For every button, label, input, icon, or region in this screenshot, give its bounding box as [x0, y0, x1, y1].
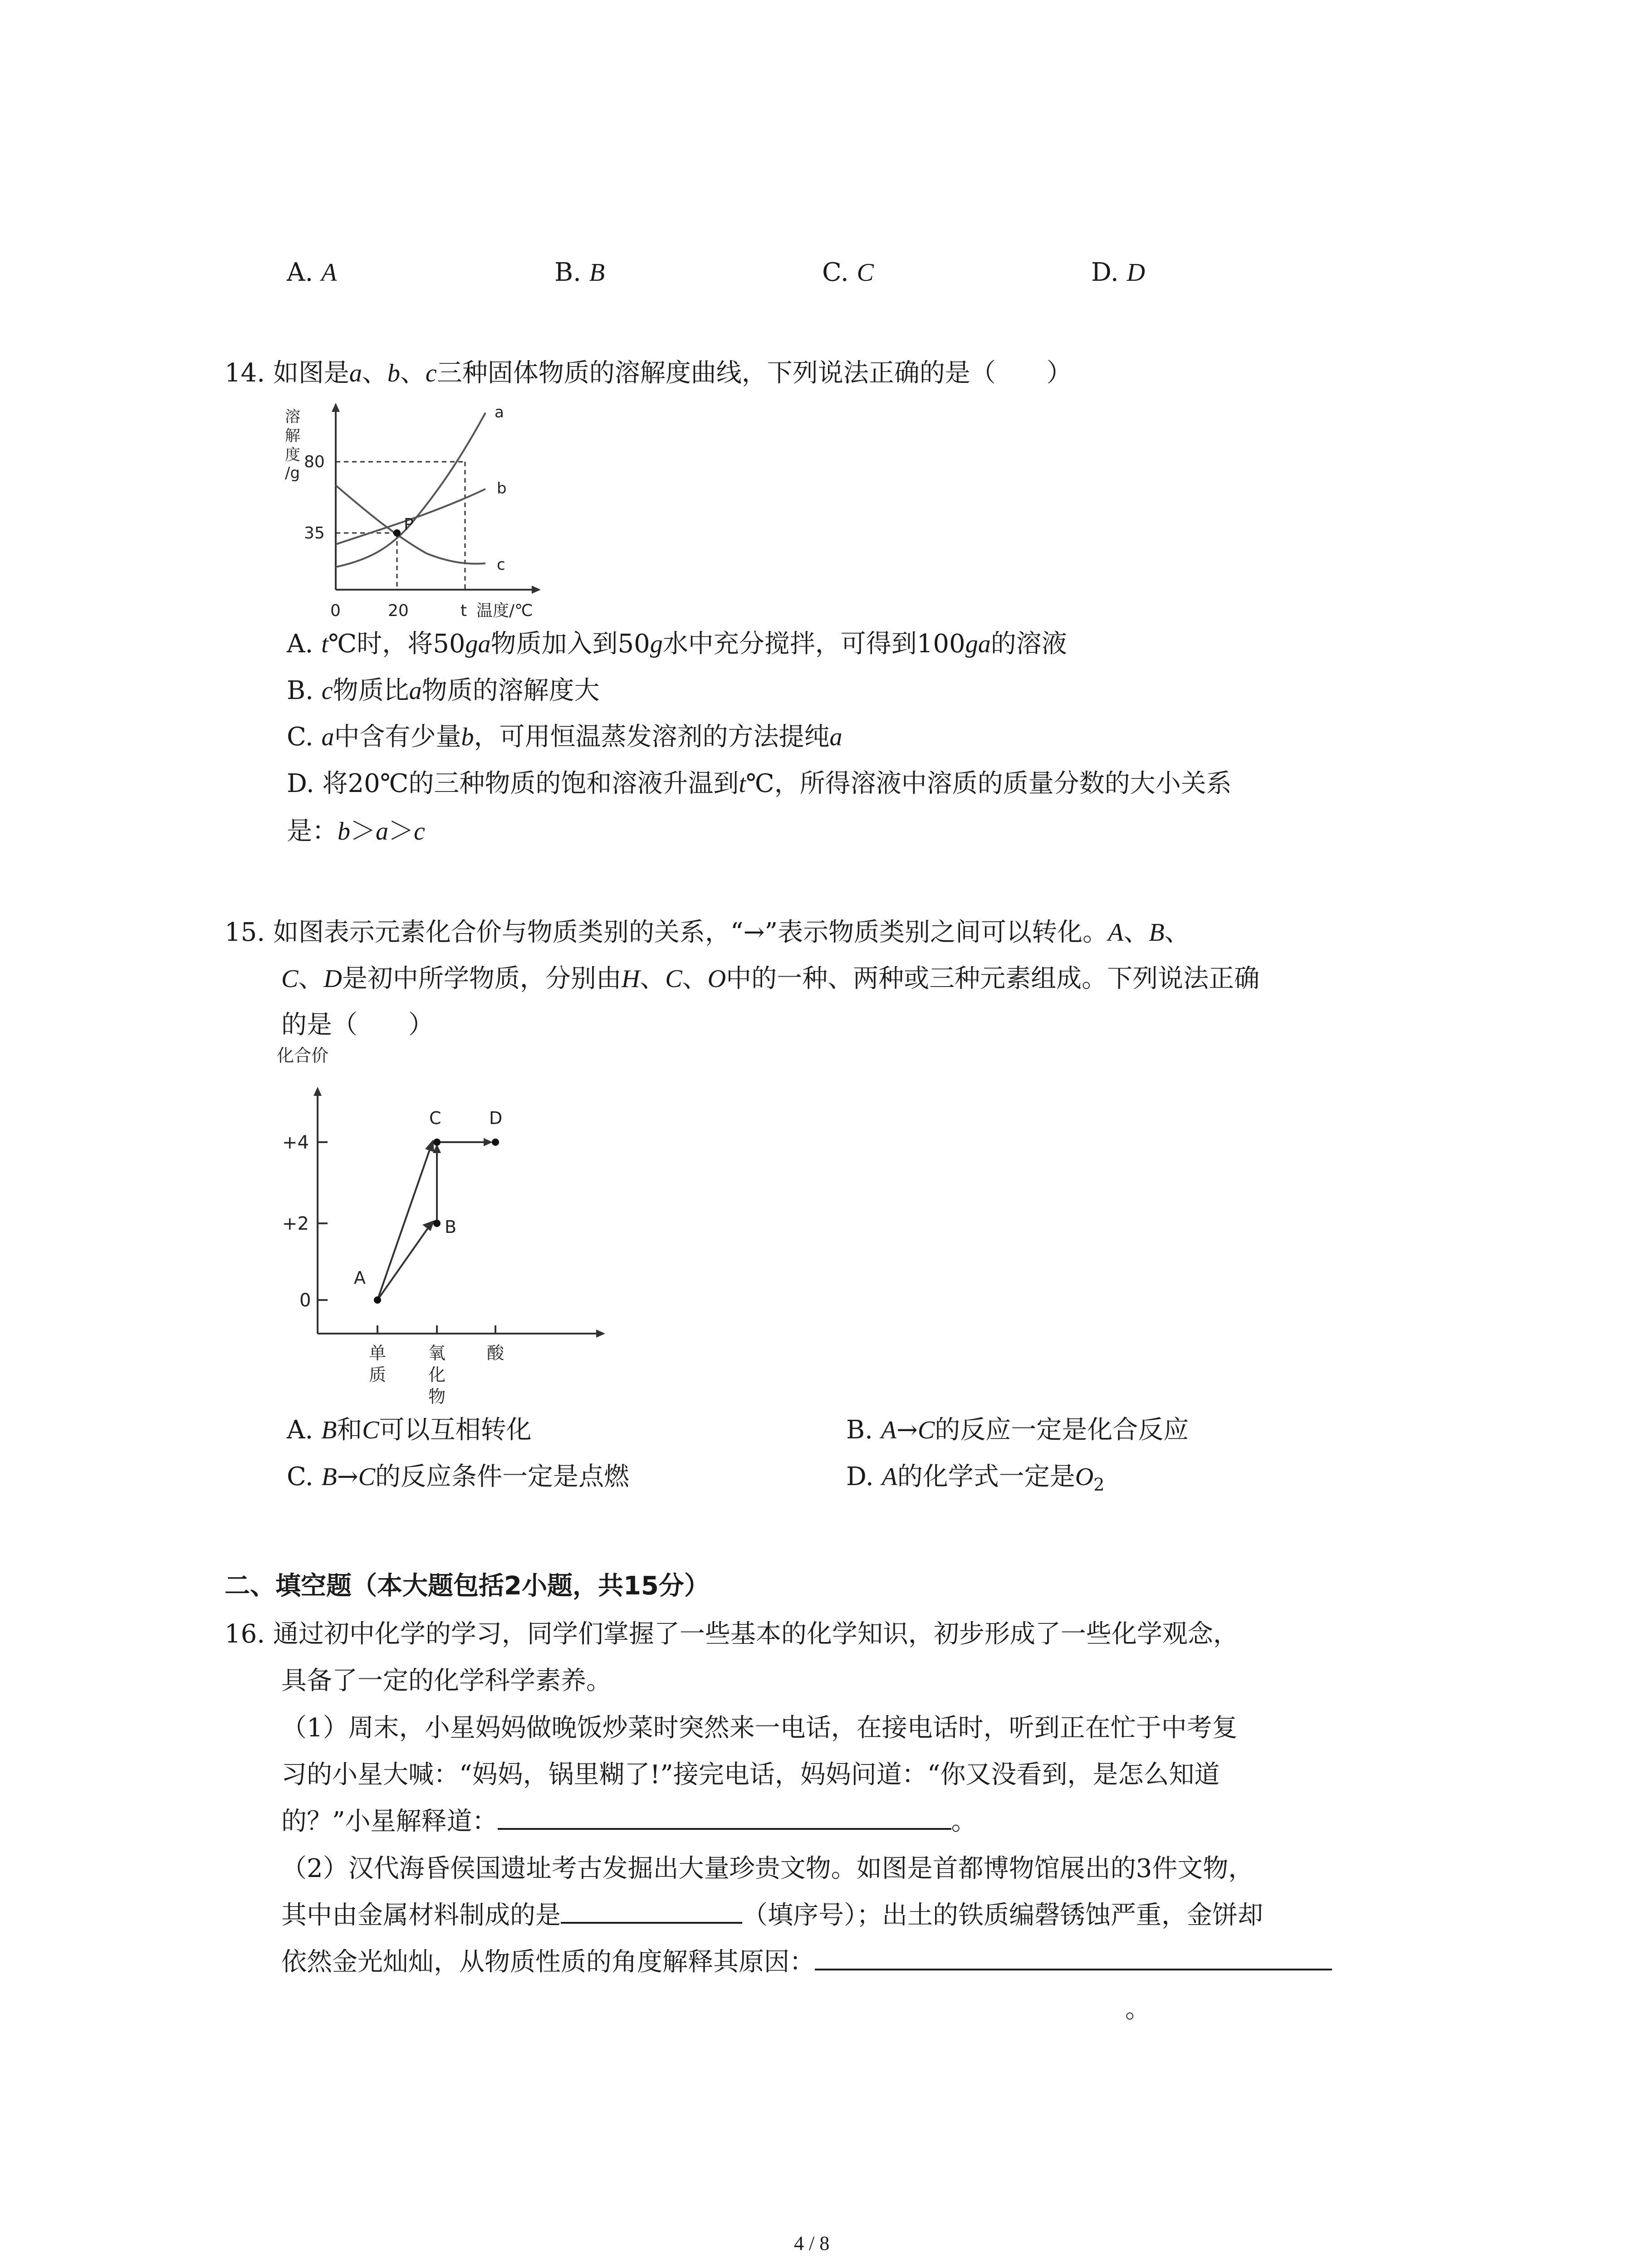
q14-x-arrow [532, 586, 541, 594]
q16-part2-end: 。 [1125, 1994, 1151, 2024]
q13-option-c: C. C [822, 258, 874, 287]
q15-option-d-subscript: 2 [1093, 1475, 1105, 1495]
q14-ylabel-2: 解 [285, 427, 300, 445]
q14-stem: 14. 如图是a、b、c三种固体物质的溶解度曲线，下列说法正确的是（ ） [225, 358, 1072, 388]
q15-stem-line3: 的是（ ） [281, 1010, 434, 1040]
q15-option-d: D. A的化学式一定是$O_2$ [846, 1462, 1105, 1495]
q15-point-d [492, 1139, 499, 1146]
q15-point-b [433, 1220, 441, 1227]
q14-option-d-cont: 是：b＞a＞c [287, 816, 425, 846]
q14-option-c: C. a中含有少量b，可用恒温蒸发溶剂的方法提纯a [287, 722, 843, 752]
q16-part1-line1: （1）周末，小星妈妈做晚饭炒菜时突然来一电话，在接电话时，听到正在忙于中考复 [281, 1713, 1238, 1743]
q14-solubility-chart [277, 399, 558, 626]
q14-option-b: B. c物质比a物质的溶解度大 [287, 676, 600, 705]
q15-ylabel: 化合价 [277, 1046, 329, 1066]
q15-point-label-c: C [429, 1108, 441, 1128]
q15-ytick-4: +4 [282, 1132, 309, 1153]
q15-arrow-a-to-c [377, 1149, 430, 1300]
q16-part2-metal-blank[interactable] [561, 1921, 742, 1924]
q16-part2-line3: 依然金光灿灿，从物质性质的角度解释其原因： [281, 1950, 1332, 1975]
q13-option-a: A. A [287, 258, 337, 287]
q15-point-label-d: D [489, 1108, 503, 1128]
q14-curve-label-b: b [497, 479, 507, 498]
q14-point-p [393, 529, 401, 537]
q15-arrow-a-to-c-head [425, 1139, 434, 1152]
q14-ylabel-1: 溶 [285, 408, 300, 426]
q16-part2-line2: 其中由金属材料制成的是 （填序号）；出土的铁质编磬锈蚀严重，金饼却 [281, 1901, 1263, 1930]
q15-xcat-2-a: 氧 [428, 1343, 446, 1363]
q16-part1-line3: 的？”小星解释道： 。 [281, 1807, 977, 1836]
q15-xcat-3-a: 酸 [487, 1343, 505, 1363]
q14-curve-label-c: c [497, 556, 505, 574]
q15-xcat-2-b: 化 [428, 1365, 446, 1385]
q16-stem-line2: 具备了一定的化学科学素养。 [281, 1666, 612, 1696]
q15-point-a [374, 1296, 381, 1304]
q14-curve-label-a: a [495, 403, 504, 421]
q15-ytick-2: +2 [282, 1213, 309, 1234]
q14-xlabel: 温度/℃ [476, 601, 533, 620]
q16-part2-reason-blank[interactable] [815, 1968, 1332, 1970]
q14-option-a: A. t℃时，将50ga物质加入到50g水中充分搅拌，可得到100ga的溶液 [287, 629, 1067, 659]
q15-arrow-a-to-b-head [422, 1220, 435, 1231]
q15-x-arrow [596, 1330, 605, 1338]
q13-option-b: B. B [554, 258, 605, 287]
page-number: 4 / 8 [794, 2232, 830, 2254]
q15-xcat-2-c: 物 [428, 1387, 446, 1407]
q15-xcat-1-b: 质 [369, 1365, 387, 1385]
q14-xtick-0: 0 [330, 601, 341, 620]
q15-stem-line2: C、D是初中所学物质，分别由H、C、O中的一种、两种或三种元素组成。下列说法正确 [281, 964, 1260, 993]
q16-part1-answer-blank[interactable] [498, 1828, 951, 1830]
q14-xtick-20: 20 [388, 601, 409, 620]
q14-ytick-35: 35 [304, 524, 325, 543]
q15-xcat-1-a: 单 [369, 1343, 387, 1363]
q15-option-a: A. B和C可以互相转化 [287, 1415, 532, 1445]
q15-point-label-b: B [445, 1217, 457, 1237]
q16-part2-line1: （2）汉代海昏侯国遗址考古发掘出大量珍贵文物。如图是首都博物馆展出的3件文物， [281, 1854, 1254, 1883]
q14-ytick-80: 80 [304, 453, 325, 471]
q14-y-arrow [332, 403, 340, 412]
section-2-heading: 二、填空题（本大题包括2小题，共15分） [225, 1571, 710, 1601]
q15-stem-line1: 15. 如图表示元素化合价与物质类别的关系，“→”表示物质类别之间可以转化。A、B、 [225, 918, 1190, 947]
q15-arrow-c-to-d-head [484, 1138, 493, 1146]
q16-stem-line1: 16. 通过初中化学的学习，同学们掌握了一些基本的化学知识，初步形成了一些化学观念， [225, 1619, 1239, 1649]
q15-valence-chart [272, 1043, 617, 1420]
q15-option-c: C. B→C的反应条件一定是点燃 [287, 1462, 629, 1491]
q14-point-label: P [404, 515, 414, 534]
q14-xtick-t: t [460, 601, 467, 620]
q15-option-b: B. A→C的反应一定是化合反应 [846, 1415, 1189, 1445]
q15-ytick-0: 0 [299, 1290, 311, 1311]
q16-part1-line2: 习的小星大喊：“妈妈，锅里糊了!”接完电话，妈妈问道：“你又没看到，是怎么知道 [281, 1760, 1220, 1789]
q15-point-c [433, 1139, 441, 1146]
q14-ylabel-3: 度 [285, 446, 300, 464]
q15-point-label-a: A [354, 1268, 366, 1288]
q13-option-d: D. D [1091, 258, 1145, 287]
q15-y-arrow [314, 1087, 322, 1096]
q15-arrow-a-to-b [377, 1227, 429, 1300]
q14-ylabel-4: /g [285, 464, 300, 482]
q14-option-d: D. 将20℃的三种物质的饱和溶液升温到t℃，所得溶液中溶质的质量分数的大小关系 [287, 769, 1232, 798]
